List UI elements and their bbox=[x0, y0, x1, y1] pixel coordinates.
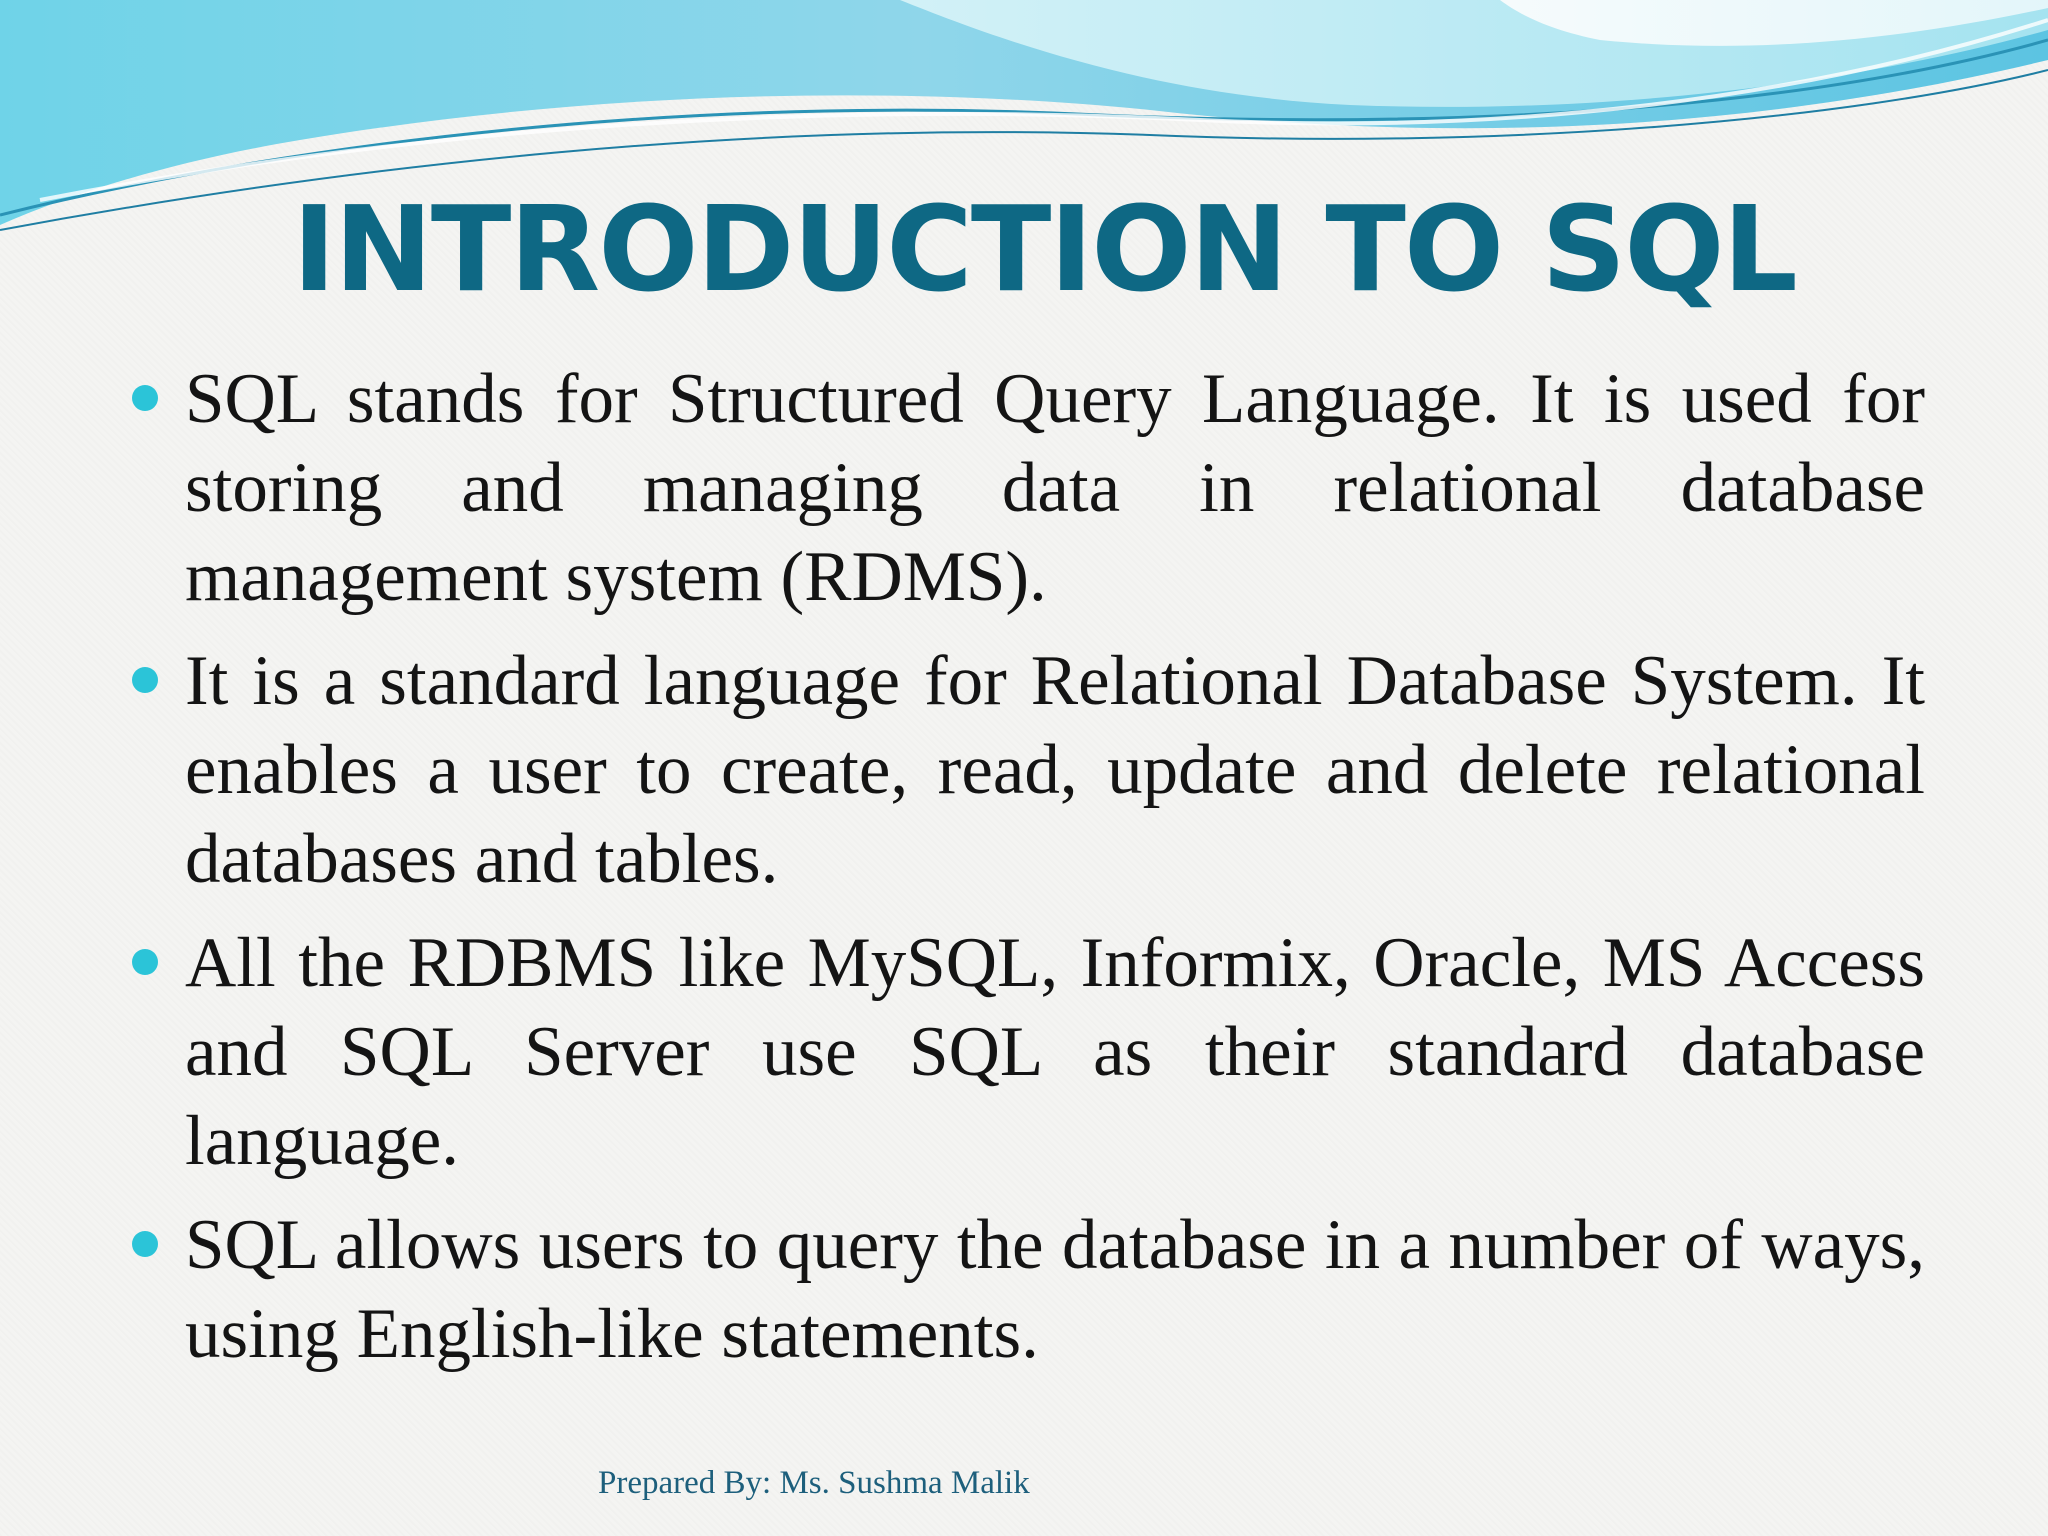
bullet-dot-icon bbox=[132, 667, 158, 693]
bullet-dot-icon bbox=[132, 385, 158, 411]
slide-title: INTRODUCTION TO SQL bbox=[292, 180, 1796, 318]
bullet-item bbox=[130, 355, 1925, 622]
bullet-text: SQL stands for Structured Query Language. It is used for storing and managing data in relational database management system (RDMS). bbox=[185, 360, 1925, 616]
bullet-dot-icon bbox=[132, 1231, 158, 1257]
bullet-text: It is a standard language for Relational Database System. It enables a user to create, read, update and delete relational databases and tables. bbox=[185, 642, 1925, 898]
footer-credit: Prepared By: Ms. Sushma Malik bbox=[598, 1465, 1030, 1501]
bullet-dot-icon bbox=[132, 949, 158, 975]
bullet-item bbox=[130, 637, 1925, 904]
bullet-item bbox=[130, 1201, 1925, 1379]
bullet-item bbox=[130, 919, 1925, 1186]
bullet-list bbox=[130, 355, 1925, 1394]
bullet-text: SQL allows users to query the database in a number of ways, using English-like statements. bbox=[185, 1206, 1925, 1373]
bullet-text: All the RDBMS like MySQL, Informix, Oracle, MS Access and SQL Server use SQL as their standard database language. bbox=[185, 924, 1925, 1180]
